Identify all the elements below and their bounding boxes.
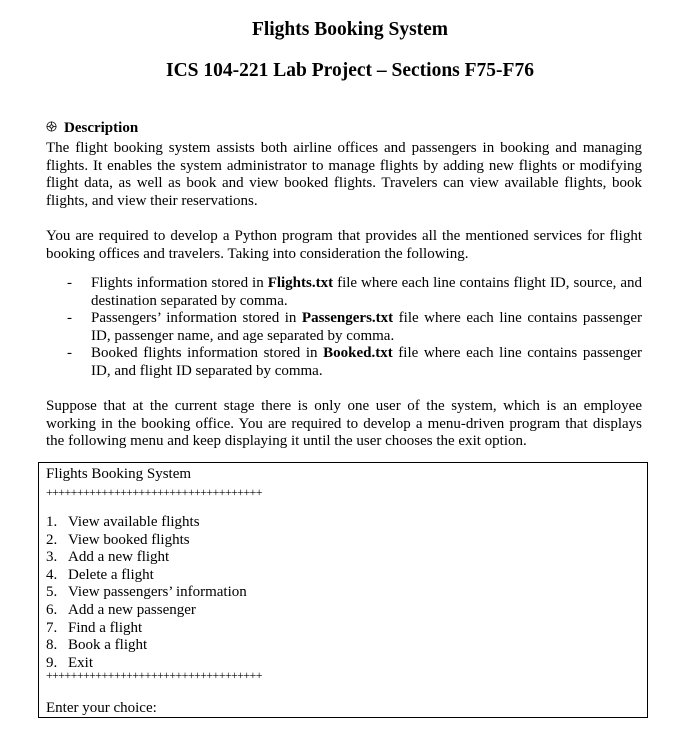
description-heading-text: Description bbox=[64, 120, 139, 136]
description-paragraph-1: The flight booking system assists both airline offices and passengers in booking and managing flights. It enables the system administrator to manage flights by adding new flights or modifying flight data, as well as book and view booked flights. Travelers can view available flights, book flights, and view their reservations. bbox=[46, 140, 642, 209]
menu-item bbox=[46, 602, 247, 620]
menu-item-number: 1. bbox=[46, 514, 58, 530]
menu-list bbox=[46, 514, 247, 672]
list-dash: - bbox=[67, 275, 72, 291]
menu-item-number: 2. bbox=[46, 531, 58, 548]
menu-separator-top: +++++++++++++++++++++++++++++++++++ bbox=[46, 485, 262, 499]
menu-item-number: 9. bbox=[46, 654, 58, 671]
menu-item bbox=[46, 620, 247, 638]
list-item-post: file where each line contains passenger ID, and flight ID separated by comma. bbox=[91, 345, 642, 379]
menu-item-number: 3. bbox=[46, 549, 58, 566]
menu-item-label: Delete a flight bbox=[68, 566, 154, 583]
menu-item-label: Find a flight bbox=[68, 619, 143, 636]
file-name: Booked.txt bbox=[323, 345, 393, 362]
menu-separator-bottom: +++++++++++++++++++++++++++++++++++ bbox=[46, 668, 262, 682]
description-heading bbox=[46, 118, 138, 138]
menu-item-label: View passengers’ information bbox=[68, 584, 247, 601]
menu-item bbox=[46, 584, 247, 602]
gear-icon-svg bbox=[46, 121, 57, 132]
list-dash: - bbox=[67, 310, 72, 327]
description-paragraph-2: You are required to develop a Python program that provides all the mentioned services for flight booking offices and travelers. Taking into consideration the following. bbox=[46, 228, 642, 262]
file-requirements-list bbox=[46, 275, 642, 381]
menu-item bbox=[46, 514, 247, 532]
list-dash: - bbox=[67, 345, 72, 362]
menu-prompt: Enter your choice: bbox=[46, 700, 157, 716]
menu-item bbox=[46, 637, 247, 655]
file-name: Flights.txt bbox=[267, 275, 334, 291]
menu-item-label: Add a new passenger bbox=[68, 601, 196, 618]
menu-item-label: View available flights bbox=[68, 514, 200, 530]
list-item bbox=[46, 345, 642, 380]
list-item-pre: Booked flights information stored in bbox=[91, 345, 324, 362]
menu-item-number: 4. bbox=[46, 566, 58, 583]
menu-item bbox=[46, 549, 247, 567]
menu-item-label: Book a flight bbox=[68, 637, 148, 654]
list-item-post: file where each line contains flight ID, source, and destination separated by comma. bbox=[91, 275, 643, 309]
list-item-post: file where each line contains passenger ID, passenger name, and age separated by comma. bbox=[91, 310, 642, 344]
menu-item bbox=[46, 532, 247, 550]
menu-item-number: 8. bbox=[46, 637, 58, 654]
menu-item-number: 5. bbox=[46, 584, 58, 601]
menu-item-number: 6. bbox=[46, 601, 58, 618]
menu-item-number: 7. bbox=[46, 619, 58, 636]
page-subtitle: ICS 104-221 Lab Project – Sections F75-F76 bbox=[166, 60, 534, 81]
menu-item-label: Add a new flight bbox=[68, 549, 170, 566]
page-title: Flights Booking System bbox=[251, 19, 449, 40]
list-item bbox=[46, 310, 642, 345]
list-item-pre: Passengers’ information stored in bbox=[91, 310, 302, 327]
gear-icon bbox=[46, 118, 64, 138]
menu-title: Flights Booking System bbox=[46, 466, 192, 482]
file-name: Passengers.txt bbox=[301, 310, 394, 327]
description-paragraph-3: Suppose that at the current stage there is only one user of the system, which is an employee working in the booking office. You are required to develop a menu-driven program that displays the following menu and keep displaying it until the user chooses the exit option. bbox=[46, 398, 642, 450]
menu-item bbox=[46, 567, 247, 585]
menu-item-label: Exit bbox=[68, 654, 93, 671]
menu-item-label: View booked flights bbox=[68, 531, 190, 548]
list-item bbox=[46, 275, 642, 310]
list-item-pre: Flights information stored in bbox=[91, 275, 268, 291]
menu-box bbox=[38, 462, 648, 718]
